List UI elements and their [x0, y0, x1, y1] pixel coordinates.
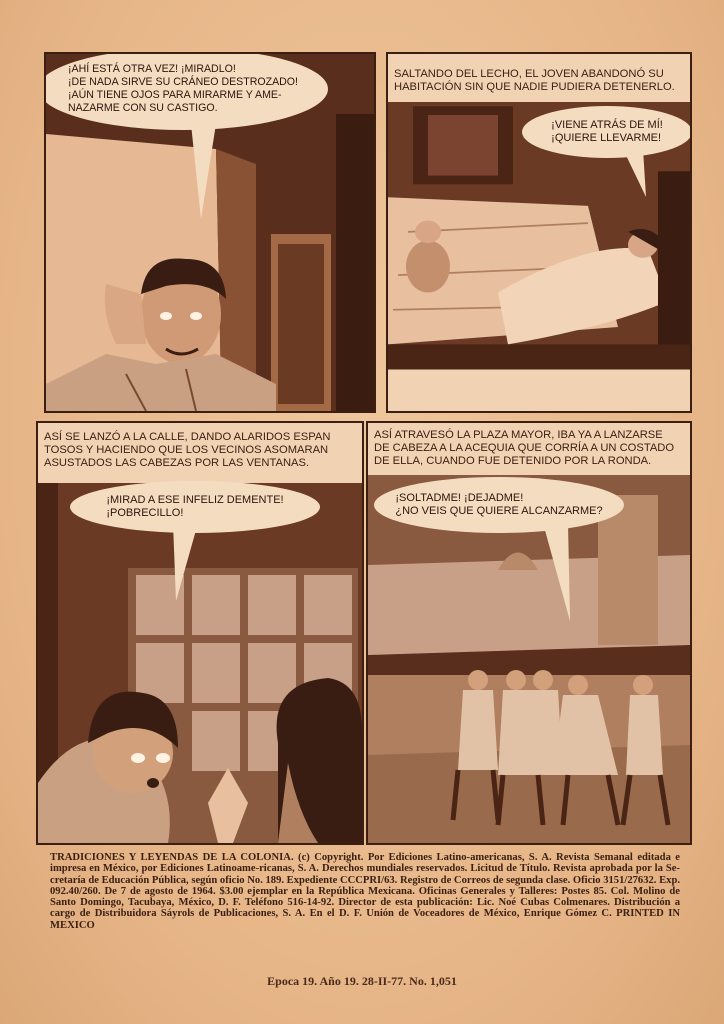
speech-bubble: ¡VIENE ATRÁS DE MÍ! ¡QUIERE LLEVARME!: [522, 106, 692, 158]
speech-bubble: ¡AHÍ ESTÁ OTRA VEZ! ¡MIRADLO! ¡DE NADA SIRVE SU CRÁNEO DESTROZADO! ¡AÚN TIENE OJOS PARA MIRARME Y AME- NAZARME CON SU CASTIGO.: [44, 52, 328, 130]
speech-bubble: ¡MIRAD A ESE INFELIZ DEMENTE! ¡POBRECILLO!: [70, 481, 320, 533]
caption: ASÍ SE LANZÓ A LA CALLE, DANDO ALARIDOS ESPAN TOSOS Y HACIENDO QUE LOS VECINOS ASOMARAN ASUSTADOS LAS CABEZAS POR LAS VENTANAS.: [38, 423, 362, 483]
bubble-tail: [618, 149, 648, 199]
bubble-tail: [538, 523, 578, 623]
panel-3: [36, 421, 364, 845]
panel-1: [44, 52, 376, 413]
panel-4: [366, 421, 692, 845]
issue-info: Epoca 19. Año 19. 28-II-77. No. 1,051: [267, 974, 457, 988]
bubble-tail: [186, 124, 226, 224]
panel-2: [386, 52, 692, 413]
publication-credits: TRADICIONES Y LEYENDAS DE LA COLONIA. (c) Copyright. Por Ediciones Latino-americanas, S. A. Revista Semanal editada e impresa en México, por Ediciones Latinoame-ricanas, S. A. Derechos mundiales reservados. Licitud de Título. Revista aprobada por la Se-cretaría de Educación Pública, según oficio No. 189. Expediente CCCPRI/63. Registro de Correos de segunda clase. Oficio 3151/27632. Exp. 092.40/260. De 7 de agosto de 1964. $3.00 ejemplar en la República Mexicana. Oficinas Generales y Talleres: Postes 85. Col. Molino de Santo Domingo, Tacubaya, México, D. F. Teléfono 516-14-92. Director de esta publicación: Lic. Noé Cubas Colmenares. Distribución a cargo de Distribuidora Sáyrols de Publicaciones, S. A. En el D. F. Unión de Voceadores de México, Enrique Gómez C. PRINTED IN MEXICO: [50, 852, 681, 931]
caption: ASÍ ATRAVESÓ LA PLAZA MAYOR, IBA YA A LANZARSE DE CABEZA A LA ACEQUIA QUE CORRÍA A UN COSTADO DE ELLA, CUANDO FUE DETENIDO POR LA RONDA.: [368, 423, 690, 475]
bubble-tail: [168, 523, 208, 603]
caption: SALTANDO DEL LECHO, EL JOVEN ABANDONÓ SU HABITACIÓN SIN QUE NADIE PUDIERA DETENERLO.: [388, 54, 690, 102]
speech-bubble: ¡SOLTADME! ¡DEJADME! ¿NO VEIS QUE QUIERE ALCANZARME?: [374, 477, 624, 533]
